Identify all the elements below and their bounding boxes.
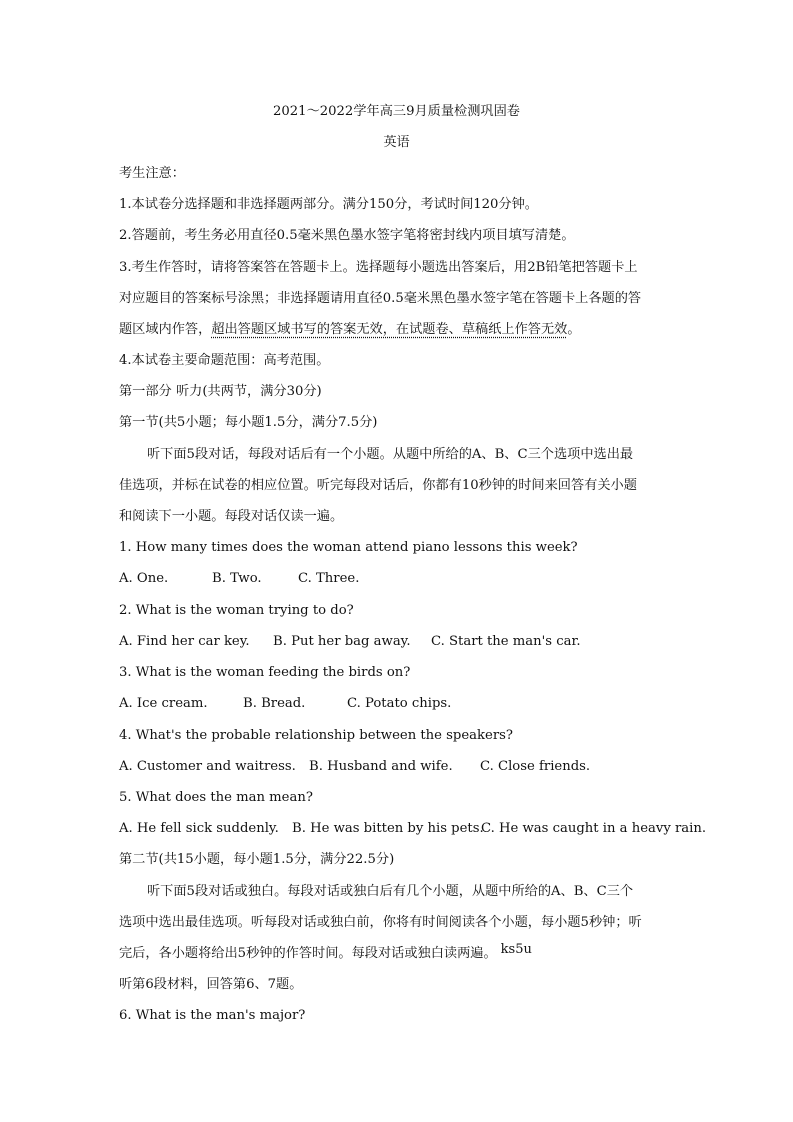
notice-item-3-end: 。 [567,322,581,337]
section1-instruction-line-3: 和阅读下一小题。每段对话仅读一遍。 [119,509,344,524]
question-1-options [119,569,359,589]
option-c: C. Close friends. [480,759,591,774]
notice-item-1: 1.本试卷分选择题和非选择题两部分。满分150分，考试时间120分钟。 [119,197,538,212]
option-b: B. Bread. [243,696,306,711]
notice-item-2: 2.答题前，考生务必用直径0.5毫米黑色墨水签字笔将密封线内项目填写清楚。 [119,228,575,243]
notice-item-3-plain: 题区域内作答， [119,322,212,337]
exam-subject: 英语 [383,135,410,150]
question-2: 2. What is the woman trying to do? [119,603,354,618]
notice-heading: 考生注意： [119,166,185,181]
notice-item-3-emphasis: 超出答题区域书写的答案无效，在试题卷、草稿纸上作答无效 [211,322,568,337]
option-c: C. He was caught in a heavy rain. [481,821,707,836]
option-b: B. Two. [212,571,262,586]
option-a: A. Customer and waitress. [119,759,296,774]
section2-instruction-line-1: 听下面5段对话或独白。每段对话或独白后有几个小题，从题中所给的A、B、C三个 [147,884,634,899]
question-1: 1. How many times does the woman attend piano lessons this week? [119,540,578,555]
option-c: C. Start the man's car. [431,634,581,649]
question-3: 3. What is the woman feeding the birds on? [119,665,411,680]
material-6-instruction: 听第6段材料，回答第6、7题。 [119,977,303,992]
option-a: A. Ice cream. [119,696,208,711]
exam-title: 2021～2022学年高三9月质量检测巩固卷 [273,104,520,119]
question-3-options [119,694,451,714]
option-a: A. He fell sick suddenly. [119,821,279,836]
section1-title: 第一节(共5小题；每小题1.5分，满分7.5分) [119,415,378,430]
section1-instruction-line-2: 佳选项，并标在试卷的相应位置。听完每段对话后，你都有10秒钟的时间来回答有关小题 [119,478,637,493]
question-5: 5. What does the man mean? [119,790,313,805]
section2-title: 第二节(共15小题，每小题1.5分，满分22.5分) [119,852,395,867]
question-4: 4. What's the probable relationship between the speakers? [119,728,513,743]
question-5-options [119,819,706,839]
option-a: A. One. [119,571,169,586]
option-b: B. He was bitten by his pets. [292,821,484,836]
section2-instruction-text: 完后，各小题将给出5秒钟的作答时间。每段对话或独白读两遍。 [119,946,497,961]
watermark-text: ks5u [500,942,532,957]
notice-item-3-line-2: 对应题目的答案标号涂黑；非选择题请用直径0.5毫米黑色墨水签字笔在答题卡上各题的答 [119,291,642,306]
section2-instruction-line-2: 选项中选出最佳选项。听每段对话或独白前，你将有时间阅读各个小题，每小题5秒钟；听 [119,915,642,930]
notice-item-3-line-3 [119,320,581,340]
question-2-options [119,632,581,652]
question-6: 6. What is the man's major? [119,1008,306,1023]
question-4-options [119,757,590,777]
part1-title: 第一部分 听力(共两节，满分30分) [119,384,322,399]
option-b: B. Husband and wife. [309,759,453,774]
notice-item-3-line-1: 3.考生作答时，请将答案答在答题卡上。选择题每小题选出答案后，用2B铅笔把答题卡上 [119,260,638,275]
section2-instruction-line-3 [119,944,532,964]
option-a: A. Find her car key. [119,634,250,649]
notice-item-4: 4.本试卷主要命题范围：高考范围。 [119,353,330,368]
option-b: B. Put her bag away. [273,634,411,649]
option-c: C. Potato chips. [347,696,452,711]
section1-instruction-line-1: 听下面5段对话，每段对话后有一个小题。从题中所给的A、B、C三个选项中选出最 [147,447,634,462]
option-c: C. Three. [298,571,360,586]
